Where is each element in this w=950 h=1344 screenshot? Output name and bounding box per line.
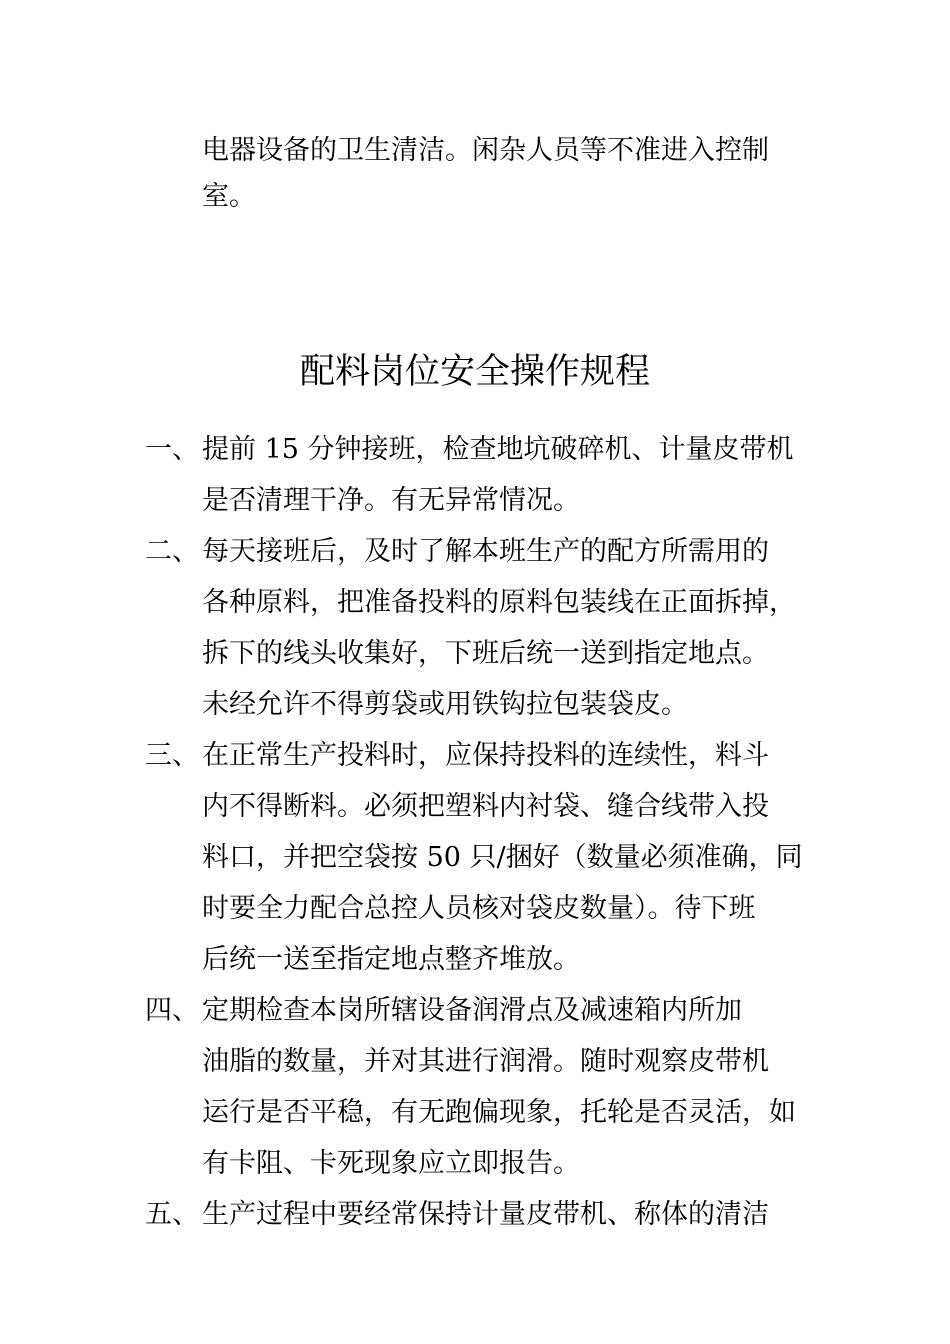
rule-text-line: 各种原料，把准备投料的原料包装线在正面拆掉，	[202, 587, 796, 618]
rule-text-line: 未经允许不得剪袋或用铁钩拉包装袋皮。	[202, 689, 688, 720]
rule-text-line: 后统一送至指定地点整齐堆放。	[202, 944, 580, 975]
rule-text-line: 内不得断料。必须把塑料内衬袋、缝合线带入投	[202, 791, 769, 822]
rule-text-line: 油脂的数量，并对其进行润滑。随时观察皮带机	[202, 1046, 769, 1077]
rule-text-line: 时要全力配合总控人员核对袋皮数量）。待下班	[202, 893, 756, 924]
rule-list	[145, 424, 835, 1240]
rule-item	[145, 1189, 835, 1240]
rule-text-line: 在正常生产投料时，应保持投料的连续性，料斗	[202, 740, 769, 771]
rule-number: 二、	[145, 536, 199, 567]
rule-number: 一、	[145, 434, 199, 465]
rule-text-line: 有卡阻、卡死现象应立即报告。	[202, 1148, 580, 1179]
document-title: 配料岗位安全操作规程	[299, 352, 650, 393]
rule-text-line: 运行是否平稳，有无跑偏现象，托轮是否灵活，如	[202, 1097, 796, 1128]
rule-text-line: 定期检查本岗所辖设备润滑点及减速箱内所加	[202, 995, 742, 1026]
carryover-line: 电器设备的卫生清洁。闲杂人员等不准进入控制	[202, 135, 769, 166]
rule-text-line: 是否清理干净。有无异常情况。	[202, 485, 580, 516]
rule-number: 四、	[145, 995, 199, 1026]
rule-number: 五、	[145, 1199, 199, 1230]
carryover-paragraph	[202, 128, 822, 220]
rule-text-line: 拆下的线头收集好，下班后统一送到指定地点。	[202, 638, 769, 669]
rule-item	[145, 985, 835, 1189]
rule-text-line: 提前 15 分钟接班，检查地坑破碎机、计量皮带机	[202, 434, 794, 465]
rule-item	[145, 730, 835, 985]
rule-text-line: 每天接班后，及时了解本班生产的配方所需用的	[202, 536, 769, 567]
rule-item	[145, 424, 835, 526]
rule-item	[145, 526, 835, 730]
carryover-line: 室。	[202, 181, 256, 212]
rule-number: 三、	[145, 740, 199, 771]
rule-text-line: 料口，并把空袋按 50 只/捆好（数量必须准确，同	[202, 842, 803, 873]
rule-text-line: 生产过程中要经常保持计量皮带机、称体的清洁	[202, 1199, 769, 1230]
